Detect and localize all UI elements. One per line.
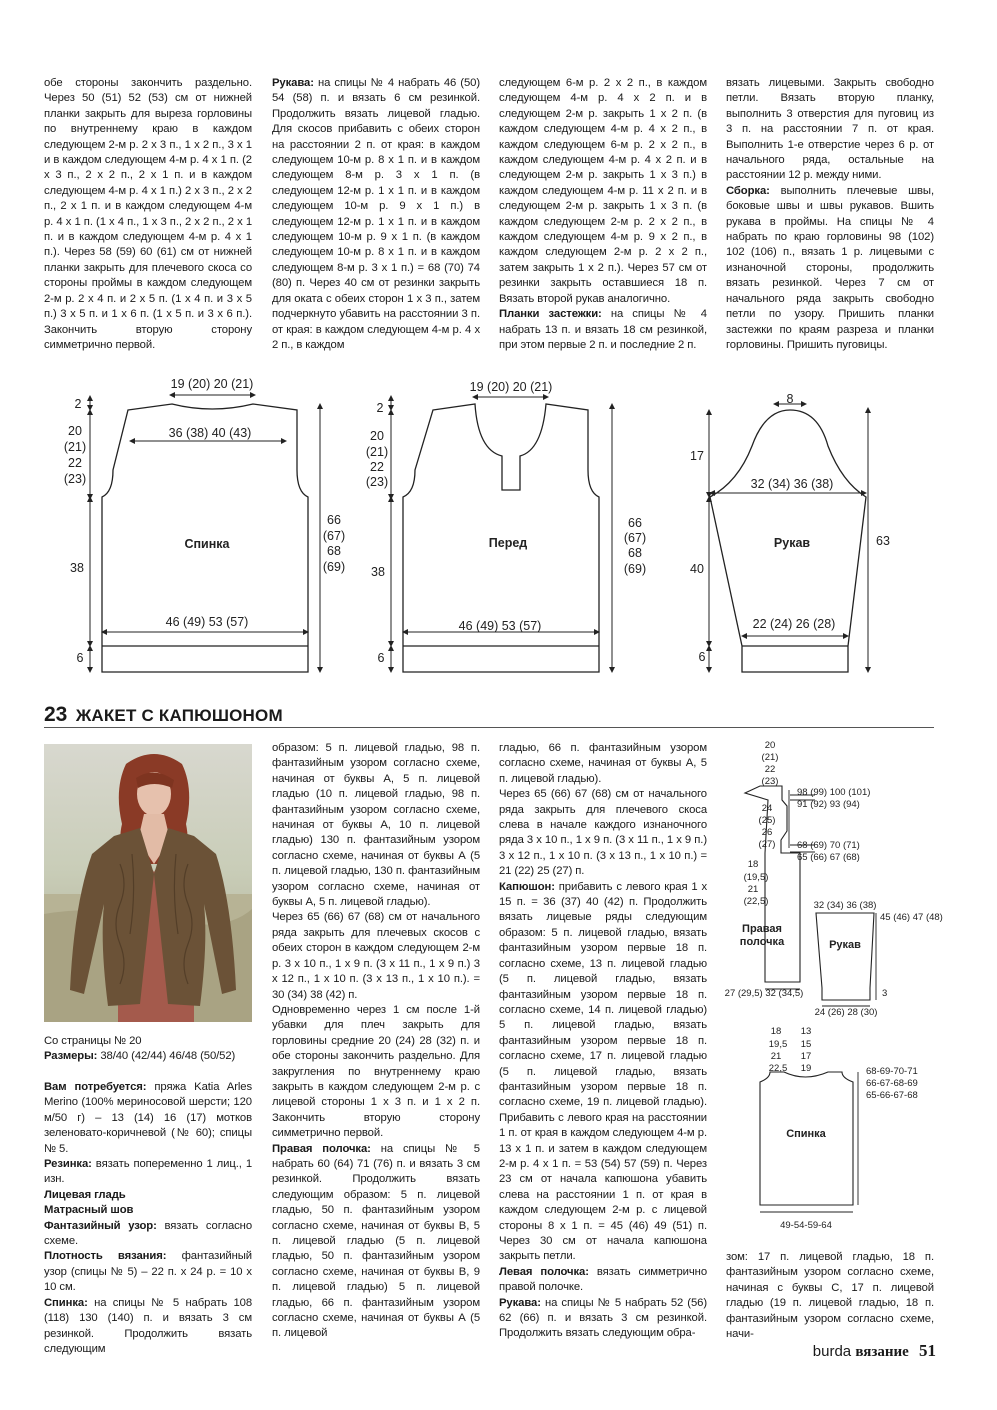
top-col3-text-a: следующем 6-м р. 2 х 2 п., в каждом следующем 4-м р. 4 х 2 п. и в следующем 2-м р. закрыть 1 х 2 п. (в каждом следующем 4-м р. 4 х 2 п., в каждом следующем 6-м р. 2 х 2 п., в каждом следующем 4-м р. 4 х 2 п. и в следующем 2-м р. закрыть 1 х 3 п.) в каждом следующем 4-м р. 11 х 2 п. и в следующем 2-м р. закрыть 1 х 3 п. (в каждом следующем 2-м р. 2 х 2 п., в каждом следующем 4-м р. 9 х 2 п., в каждом следующем 2-м р. 2 х 2 п., затем закрыть 1 х 2 п.). Через 57 см от резинки закрыть оставшиеся 18 п. Вязать второй рукав аналогично.: [499, 77, 707, 305]
sleeve-upper-dim: 32 (34) 36 (38): [750, 477, 834, 491]
page-footer: [760, 1341, 936, 1361]
bottom-column-3: [499, 741, 707, 1342]
back-label: Спинка: [184, 537, 230, 551]
sleeve-body-dim: 40: [690, 562, 704, 576]
sd-front-mid-2: 21: [747, 884, 759, 895]
sd-front-right-c: 68 (69) 70 (71): [797, 840, 860, 851]
back-width-dim: 46 (49) 53 (57): [165, 615, 249, 629]
front-total-dim-0: 66: [628, 516, 642, 530]
top-column-2: [272, 76, 480, 353]
back-armhole-dim-0: 20: [68, 424, 82, 438]
sd-back-left-0: 18: [770, 1026, 782, 1037]
top-col3-text-b: Планки застежки: на спицы № 4 набрать 13 п. и вязать 18 см резинкой, при этом первые 2 п. и последние 2 п.: [499, 308, 707, 351]
front-armhole-dim-2: 22: [370, 460, 384, 474]
sleeve-label: Рукав: [773, 536, 811, 550]
sd-back-left-3: 22,5: [768, 1063, 788, 1074]
sd-front-inner-2: 26: [761, 827, 773, 838]
sd-back-col-3: 19: [800, 1063, 812, 1074]
sd-front-inner-1: (25): [758, 815, 776, 826]
sd-back-left-1: 19,5: [768, 1039, 788, 1050]
sleeve-hem-dim: 6: [698, 650, 706, 664]
sd-sleeve-hem: 3: [882, 988, 888, 999]
top-column-4: [726, 76, 934, 353]
sleeve-lower-dim: 22 (24) 26 (28): [752, 617, 836, 631]
sd-back-side-2: 65-66-67-68: [866, 1090, 918, 1101]
back-hem-dim: 6: [76, 651, 84, 665]
sleeve-total-dim: 63: [876, 534, 890, 548]
bottom-col4-text: зом: 17 п. лицевой гладью, 18 п. фантазийным узором согласно схеме, начиная с буквы С, 17 п. лицевой гладью (19 п. лицевой гладью, 18 п. фантазийным узором согласно схеме, начи-: [726, 1251, 934, 1341]
jacket-diagrams: [720, 735, 970, 1240]
intro-block: [44, 1034, 252, 1065]
bottom-column-4: [726, 1250, 934, 1342]
sd-back-col-0: 13: [800, 1026, 812, 1037]
sd-sleeve-top: 32 (34) 36 (38): [813, 900, 877, 911]
sd-front-inner-3: (27): [758, 839, 776, 850]
section-title: ЖАКЕТ С КАПЮШОНОМ: [75, 706, 283, 725]
sd-back-col-2: 17: [800, 1051, 812, 1062]
back-armhole-dim-1: (21): [63, 440, 87, 454]
back-shoulder-dim: 2: [74, 397, 82, 411]
sizes-value: 38/40 (42/44) 46/48 (50/52): [100, 1050, 236, 1063]
source-ref: Со страницы № 20: [44, 1035, 142, 1047]
sd-front-mid-3: (22,5): [743, 896, 769, 907]
top-col2-text: Рукава: на спицы № 4 набрать 46 (50) 54 (58) п. и вязать 6 см резинкой. Продолжить вязать лицевой гладью. Для скосов прибавить с обеих сторон на расстоянии 2 п. от края: в каждом следующем 10-м р. 8 х 1 п. и в каждом следующем 8-м р. 3 х 1 п. (в следующем 12-м р. 1 х 1 п. и в каждом следующем 10-м р. 9 х 1 п.) в следующем 12-м р. 1 х 1 п. и в каждом следующем 10-м р. 9 х 1 п. (в каждом следующем 10-м р. 8 х 1 п. и в каждом следующем 8-м р. 3 х 1 п.) = 68 (70) 74 (80) п. Через 40 см от резинки закрыть для оката с обеих сторон 1 х 3 п., затем подчеркнуто убавить на расстоянии 3 п. от края: в каждом следующем 4-м р. 4 х 2 п., в каждом: [272, 77, 480, 351]
front-neck-dim: 19 (20) 20 (21): [469, 380, 553, 394]
pattern-diagrams: [0, 370, 997, 680]
back-body-dim: 38: [70, 561, 84, 575]
front-hem-dim: 6: [377, 651, 385, 665]
sd-back-col-1: 15: [800, 1039, 812, 1050]
back-armhole-dim-2: 22: [68, 456, 82, 470]
sd-sleeve-bottom: 24 (26) 28 (30): [814, 1007, 878, 1018]
front-armhole-dim-1: (21): [365, 445, 389, 459]
section-number: 23: [44, 703, 68, 726]
bottom-column-1: [44, 1080, 252, 1357]
front-width-dim: 46 (49) 53 (57): [458, 619, 542, 633]
sizes-label: Размеры:: [44, 1050, 98, 1063]
bottom-column-2: [272, 741, 480, 1342]
back-total-dim-3: (69): [322, 560, 346, 574]
back-armhole-dim-3: (23): [63, 472, 87, 486]
sd-front-label-0: Правая: [742, 923, 782, 935]
section-rule: [44, 727, 934, 728]
sd-front-neck-1: (21): [761, 752, 779, 763]
top-col1-text: обе стороны закончить раздельно. Через 50 (51) 52 (53) см от нижней планки закрыть для выреза горловины по внутреннему краю в каждом следующем 2-м р. 2 х 3 п., 1 х 2 п., 3 х 1 и в каждом следующем 4-м р. 4 х 1 п. (2 х 3 п., 2 х 2 п., 2 х 1 п. и в каждом следующем 4-м р. 4 х 1 п.) 2 х 3 п., 2 х 2 п., 2 х 1 п. и в каждом следующем 4-м р. 4 х 1 п. (1 х 4 п., 1 х 3 п., 2 х 2 п., 2 х 1 п. и в каждом следующем 4-м р. 4 х 1 п.). Через 58 (59) 60 (61) см от нижней планки закрыть для плечевого скоса со стороны проймы в каждом следующем 2-м р. 2 х 4 п. и 2 х 5 п. (1 х 4 п. и 3 х 5 п.) 3 х 5 п. и 1 х 6 п. (1 х 5 п. и 3 х 6 п.). Закончить вторую сторону симметрично первой.: [44, 77, 252, 351]
sleeve-top-dim: 8: [786, 392, 794, 406]
sd-front-neck-0: 20: [764, 740, 776, 751]
sd-back-bottom: 49-54-59-64: [780, 1220, 832, 1231]
sd-back-side-1: 66-67-68-69: [866, 1078, 918, 1089]
front-total-dim-3: (69): [623, 562, 647, 576]
sleeve-cap-dim: 17: [690, 449, 704, 463]
bottom-col3-text: гладью, 66 п. фантазийным узором согласно схеме, начиная от буквы А, 5 п. лицевой гладью). Через 65 (66) 67 (68) см от начального ряда закрыть для плечевого скоса слева в начале каждого изнаночного ряда 3 х 10 п., 1 х 9 п. (3 х 11 п., 1 х 9 п.) 3 х 12 п., 1 х 10 п. (3 х 13 п., 1 х 10 п.) = 21 (22) 25 (27) п. Капюшон: прибавить с левого края 1 х 15 п. = 36 (37) 40 (42) п. Продолжить вязать лицевые ряды следующим образом: 5 п. лицевой гладью, вязать фантазийным узором первые 18 п. согласно схеме, 13 п. лицевой гладью (5 п. лицевой гладью, вязать фантазийным узором первые 18 п. согласно схеме, 14 п. лицевой гладью) 5 п. лицевой гладью, вязать фантазийным узором первые 18 п. согласно схеме, 17 п. лицевой гладью (5 п. лицевой гладью, вязать фантазийным узором первые 18 п. согласно схеме, 19 п. лицевой гладью). Прибавить с левого края на расстоянии 1 п. от края в каждом следующем 4-м р. 13 х 1 п. и затем в каждом следующем 2-м р. 4 х 1 п. = 53 (54) 57 (59) п. Через 23 см от начала капюшона убавить слева на расстоянии 1 п. от края в каждом следующем 2-м р. с лицевой стороны 8 х 1 п. = 45 (46) 49 (51) п. Через 30 см от начала капюшона закрыть петли. Левая полочка: вязать симметрично правой полочке. Рукава: на спицы № 5 набрать 52 (56) 62 (66) п. и вязать 3 см резинкой. Продолжить вязать следующим обра-: [499, 742, 707, 1340]
back-neck-dim: 19 (20) 20 (21): [170, 377, 254, 391]
sd-front-inner-0: 24: [761, 803, 773, 814]
front-total-dim-1: (67): [623, 531, 647, 545]
front-label: Перед: [488, 536, 528, 550]
sd-front-label-1: полочка: [739, 936, 785, 948]
footer-magazine: вязание: [855, 1344, 909, 1360]
back-chest-dim: 36 (38) 40 (43): [168, 426, 252, 440]
back-total-dim-1: (67): [322, 529, 346, 543]
sd-front-mid-0: 18: [747, 859, 759, 870]
back-total-dim-0: 66: [327, 513, 341, 527]
front-total-dim-2: 68: [628, 546, 642, 560]
section-header: [44, 703, 934, 727]
sd-front-neck-2: 22: [764, 764, 776, 775]
top-column-3: [499, 76, 707, 353]
back-total-dim-2: 68: [327, 544, 341, 558]
page-number: 51: [919, 1341, 936, 1360]
sd-front-mid-1: (19,5): [743, 872, 769, 883]
top-column-1: [44, 76, 252, 353]
sd-sleeve-right: 45 (46) 47 (48): [880, 912, 943, 923]
sd-back-left-2: 21: [770, 1051, 782, 1062]
sd-front-right-b: 91 (92) 93 (94): [797, 799, 860, 810]
top-col4-text-b: Сборка: выполнить плечевые швы, боковые швы и швы рукавов. Вшить рукава в проймы. На спицы № 4 набрать по краю горловины 98 (102) 102 (106) п., вязать 1 р. лицевыми с изнаночной стороны, продолжить вязать резинкой. Через 7 см от начального ряда закрыть свободно петли по узору. Пришить планки застежки по краям разреза и планки горловины. Пришить пуговицы.: [726, 184, 934, 351]
sd-back-side-0: 68-69-70-71: [866, 1066, 918, 1077]
front-armhole-dim-3: (23): [365, 475, 389, 489]
sd-front-right-d: 65 (66) 67 (68): [797, 852, 860, 863]
footer-brand: burda: [812, 1343, 852, 1360]
sizes-line: [44, 1049, 252, 1064]
jacket-sleeve-outline: [816, 913, 874, 1000]
sd-front-bottom: 27 (29,5) 32 (34,5): [724, 988, 804, 999]
sd-back-label: Спинка: [786, 1128, 826, 1140]
front-body-dim: 38: [371, 565, 385, 579]
sd-sleeve-label: Рукав: [829, 939, 861, 951]
model-photo: [44, 744, 252, 1022]
sd-front-neck-3: (23): [761, 776, 779, 787]
bottom-col1-text: Вам потребуется: пряжа Katia Arles Merino (100% мериносовой шерсти; 120 м/50 г) – 13 (14) 16 (17) мотков зеленовато-коричневой (№ 60); спицы № 5. Резинка: вязать попеременно 1 лиц., 1 изн. Лицевая гладь Матрасный шов Фантазийный узор: вязать согласно схеме. Плотность вязания: фантазийный узор (спицы № 5) – 22 п. х 24 р. = 10 х 10 см. Спинка: на спицы № 5 набрать 108 (118) 130 (140) п. и вязать 3 см резинкой. Продолжить вязать следующим: [44, 1081, 253, 1355]
bottom-col2-text: образом: 5 п. лицевой гладью, 98 п. фантазийным узором согласно схеме, начиная от буквы А, 5 п. лицевой гладью (10 п. лицевой гладью, 98 п. фантазийным узором согласно схеме, начиная от буквы А, 10 п. лицевой гладью) 130 п. фантазийным узором согласно схеме, начиная от буквы А (5 п. лицевой гладью, 130 п. фантазийным узором согласно схеме, начиная от буквы А, 5 п. лицевой гладью). Через 65 (66) 67 (68) см от начального ряда закрыть для плечевых скосов с обеих сторон в каждом следующем 2-м р. 3 х 10 п., 1 х 9 п. (3 х 11 п., 1 х 9 п.) 3 х 12 п., 1 х 10 п. (3 х 13 п., 1 х 10 п.). = 30 (34) 38 (42) п. Одновременно через 1 см после 1-й убавки для плеч закрыть для горловины средние 20 (24) 28 (32) п. и обе стороны закончить раздельно. Для закругления по внутреннему краю закрыть в каждом следующем 2-м р. с лицевой стороны 1 х 3 п. и 1 х 2 п. Закончить вторую сторону симметрично первой. Правая полочка: на спицы № 5 набрать 60 (64) 71 (76) п. и вязать 3 см резинкой. Продолжить вязать следующим образом: 5 п. лицевой гладью, 50 п. фантазийным узором согласно схеме, начиная от буквы В, 5 п. лицевой гладью (5 п. лицевой гладью, 50 п. фантазийным узором согласно схеме, начиная от буквы В, 9 п. лицевой гладью) 5 п. лицевой гладью, 66 п. фантазийным узором согласно схеме, начиная от буквы А (5 п. лицевой: [272, 742, 480, 1340]
front-shoulder-dim: 2: [376, 401, 384, 415]
front-armhole-dim-0: 20: [370, 429, 384, 443]
sd-front-right-a: 98 (99) 100 (101): [797, 787, 871, 798]
top-col4-text-a: вязать лицевыми. Закрыть свободно петли. Вязать вторую планку, выполнить 3 отверстия для пуговиц из 3 п. на расстоянии 7 п. от края. Выполнить 1-е отверстие через 6 р. от начального ряда, остальные на расстоянии 12 р. между ними.: [726, 77, 934, 182]
